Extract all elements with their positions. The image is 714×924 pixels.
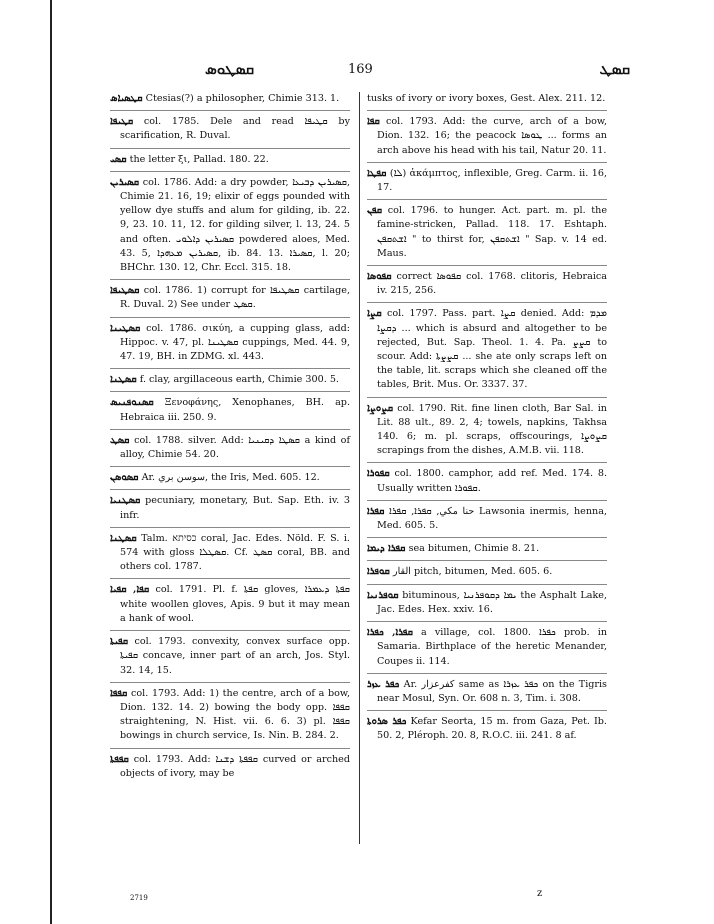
dictionary-entry — [367, 626, 607, 674]
dictionary-entry — [110, 115, 350, 148]
dictionary-entry — [367, 467, 607, 500]
column-divider — [359, 92, 360, 844]
entry-headword: ܟܦܪ ܣܪܘܬܐ — [367, 716, 407, 728]
dictionary-entry — [367, 204, 607, 266]
entry-definition: correct ܩܦܘܣܐ col. 1768. clitoris, Hebraica iv. 215, 256. — [377, 271, 608, 297]
dictionary-entry — [110, 322, 350, 370]
entry-headword: ܩܦܦܬܐ — [110, 753, 129, 765]
page-edge-rule — [50, 0, 52, 924]
header-right-catchword: ܩܣܛ — [599, 60, 630, 78]
entry-headword: ܩܦܐ — [367, 116, 380, 128]
entry-definition: col. 1793. convexity, convex surface opp. ܩܦܝܬܐ concave, inner part of an arch, Jos. Styl. 32. 14, 15. — [120, 636, 350, 676]
dictionary-entry — [110, 494, 350, 527]
dictionary-entry — [367, 402, 607, 464]
entry-definition: col. 1791. Pl. f. ܩܦܬܐ gloves, ܩܦܬܐ ܕܥܡܪܐ white woollen gloves, Apis. 9 but it may mean a hank of wool. — [120, 584, 350, 624]
entry-definition: col. 1786. σικύη, a cupping glass, add: Hippoc. v. 47, pl. ܩܣܛܝܢܐ cuppings, Med. 44. 9, 47. 19, BH. in ZDMG. xl. 443. — [120, 322, 351, 363]
entry-headword: ܩܨܐ — [367, 308, 382, 320]
right-column — [367, 92, 607, 749]
entry-headword: ܩܦܝܬܐ — [110, 636, 129, 648]
dictionary-entry — [367, 270, 607, 303]
entry-headword: ܩܦܪܐ — [367, 505, 385, 517]
footer-mark: z — [537, 888, 543, 899]
footer-signature: 2719 — [130, 894, 148, 902]
dictionary-entry — [110, 753, 350, 786]
entry-headword: ܩܣܛ — [110, 434, 130, 446]
dictionary-entry — [110, 284, 350, 317]
entry-definition: col. 1785. Dele and read ܩܛܝܦܐ by scarification, R. Duval. — [120, 116, 350, 142]
entry-headword: ܩܦܛܐ — [367, 167, 387, 179]
entry-definition: col. 1788. silver. Add: ܩܣܛܐ ܕܩܝܢܝܐ a kind of alloy, Chimie 54. 20. — [120, 434, 350, 461]
dictionary-entry — [367, 715, 607, 748]
entry-headword: ܩܦܘܣܐ — [367, 271, 392, 283]
left-column — [110, 92, 350, 786]
dictionary-entry — [110, 373, 350, 392]
dictionary-entry — [367, 115, 607, 163]
dictionary-entry — [110, 396, 350, 429]
entry-definition: a village, col. 1800. ܟܦܪܐ prob. in Samaria. Birthplace of the heretic Menander, Coupes ii. 114. — [377, 627, 607, 667]
dictionary-entry — [367, 92, 607, 111]
entry-headword: ܩܘܦܪܐ — [367, 566, 390, 578]
entry-headword: ܩܦܘܪܐ — [367, 468, 390, 480]
dictionary-entry — [367, 307, 607, 397]
entry-headword: ܩܛܣܝܐܣ — [110, 93, 143, 104]
entry-headword: ܩܛܝܦܐ — [110, 116, 134, 128]
entry-headword: ܟܦܪ ܥܙܪ — [367, 678, 400, 690]
entry-definition: Ξενοφάνης, Xenophanes, BH. ap. Hebraica iii. 250. 9. — [120, 397, 350, 423]
entry-definition: f. clay, argillaceous earth, Chimie 300. 5. — [136, 374, 339, 386]
dictionary-entry — [367, 678, 607, 711]
entry-headword: ܩܦܪܐ ܕܝܡܐ — [367, 543, 406, 555]
entry-definition: Ctesias(?) a philosopher, Chimie 313. 1. — [142, 93, 340, 104]
entry-definition: tusks of ivory or ivory boxes, Gest. Alex. 211. 12. — [367, 93, 606, 104]
entry-definition: Talm. כסיתא coral, Jac. Edes. Nöld. F. S. i. 574 with gloss ܩܣܛܠܐ. Cf. ܩܣܛ coral, BB. and others col. 1787. — [120, 532, 351, 573]
entry-definition: col. 1786. Add: a dry powder, ܩܣܝܪܝܢ ܕܒܝܥܐ, Chimie 21. 16, 19; elixir of eggs pounded with yellow dye stuffs and alum for gilding, ib. 22. 9, 23. 10. 11, 12. for gilding silver, l. 13, 24. 5 and often. ܩܣܝܪܝܢ ܕܐܠܘܝ powdered aloes, Med. 43. 5, ܩܣܝܪܝܢ ܡܥܗܕܐ, ib. 84. 13. ܩܣܝܪܐ, l. 20; BHChr. 130. 12, Chr. Eccl. 315. 18. — [120, 176, 350, 274]
entry-headword: ܩܣܝ — [110, 153, 127, 165]
entry-definition: Kefar Seorta, 15 m. from Gaza, Pet. Ib. 50. 2, Pléroph. 20. 8, R.O.C. iii. 241. 8 af. — [377, 716, 607, 742]
dictionary-entry — [110, 532, 350, 580]
entry-headword: ܩܣܛܢܐ — [110, 532, 137, 544]
dictionary-entry — [110, 92, 350, 111]
entry-headword: ܩܦܦܐ — [110, 687, 128, 699]
dictionary-entry — [110, 434, 350, 467]
dictionary-entry — [110, 583, 350, 631]
entry-headword: ܩܣܛܝܦܐ — [110, 285, 140, 297]
entry-definition: col. 1800. camphor, add ref. Med. 174. 8. Usually written ܩܦܘܪܐ. — [377, 468, 607, 494]
page-number: 169 — [348, 62, 373, 77]
entry-headword: ܩܦܐ, ܩܦܝܐ — [110, 584, 150, 596]
entry-definition: col. 1797. Pass. part. ܩܨܐ denied. Add: ܡܕܡ ܕܩܨܐ ... which is absurd and altogether to be rejected, But. Sap. Theol. 1. 4. Pa. ܩܨܨ to scour. Add: ܩܨܨܬܐ ... she ate only scraps left on the table, lit. scraps which she cleaned off the tables, Brit. Mus. Or. 3337. 37. — [377, 308, 608, 391]
dictionary-entry — [367, 542, 607, 561]
entry-definition: col. 1793. Add: the curve, arch of a bow, Dion. 132. 16; the peacock ܛܘܤܐ ... forms an arch above his head with his tail, Natur 20. 11. — [377, 116, 607, 156]
entry-headword: ܩܦܢ — [367, 205, 383, 217]
dictionary-entry — [367, 167, 607, 200]
entry-definition: Ar. سوسن بري, the Iris, Med. 605. 12. — [138, 472, 320, 484]
dictionary-entry — [110, 471, 350, 490]
entry-definition: pecuniary, monetary, But. Sap. Eth. iv. 3 infr. — [120, 495, 350, 521]
dictionary-entry — [110, 176, 350, 280]
dictionary-entry — [110, 153, 350, 172]
dictionary-entry — [367, 565, 607, 584]
entry-headword: ܩܦܪܐ, ܟܦܪܐ — [367, 627, 413, 639]
entry-headword: ܩܣܛܢܝܐ — [110, 495, 141, 507]
entry-definition: حنا مكي, ܩܦܪܐ, ܩܦܪܐ Lawsonia inermis, henna, Med. 605. 5. — [377, 505, 607, 532]
entry-definition: col. 1790. Rit. fine linen cloth, Bar Sal. in Lit. 88 ult., 89. 2, 4; towels, napkins, Takhsa 140. 6; m. pl. scraps, offscourings, ܩܨܘܨܐ scrapings from the dishes, A.M.B. vii. 118. — [377, 402, 607, 457]
entry-definition: the letter ξι, Pallad. 180. 22. — [126, 153, 269, 165]
entry-headword: ܩܣܘܣܢ — [110, 472, 139, 484]
entry-headword: ܩܣܝܪܝܢ — [110, 176, 140, 188]
entry-headword: ܩܘܦܪܢܝܐ — [367, 589, 399, 601]
header-left-catchword: ܩܣܛܘܣ — [205, 60, 255, 78]
entry-definition: Ar. كفرعزار same as ܟܦܪ ܥܙܪܐ on the Tigris near Mosul, Syn. Or. 608 n. 3, Tim. i. 308. — [377, 678, 607, 704]
dictionary-entry — [367, 589, 607, 622]
entry-definition: col. 1793. Add: ܩܦܦܬܐ ܕܫܢܐ curved or arched objects of ivory, may be — [120, 753, 350, 779]
entry-definition: (ܠܐ) ἀκάμπτος, inflexible, Greg. Carm. ii. 16, 17. — [377, 167, 608, 194]
entry-headword: ܩܣܢܘܦܢܝܣ — [110, 397, 154, 409]
page-header — [110, 60, 630, 82]
entry-headword: ܩܣܛܝܢܐ — [110, 322, 141, 334]
entry-headword: ܩܣܛܢܐ — [110, 374, 137, 386]
entry-definition: col. 1786. 1) corrupt for ܩܣܛܝܦܐ cartilage, R. Duval. 2) See under ܩܣܛ. — [120, 285, 350, 311]
entry-definition: col. 1793. Add: 1) the centre, arch of a bow, Dion. 132. 14. 2) bowing the body opp. ܩܦܦܐ straightening, N. Hist. vii. 6. 6. 3) pl. ܩܦܦܐ bowings in church service, Is. Nin. B. 284. 2. — [120, 687, 350, 742]
entry-definition: bituminous, ܝܡܐ ܕܩܘܦܪܢܝܐ the Asphalt Lake, Jac. Edes. Hex. xxiv. 16. — [377, 589, 608, 615]
entry-definition: القار pitch, bitumen, Med. 605. 6. — [389, 566, 553, 578]
entry-definition: col. 1796. to hunger. Act. part. m. pl. the famine-stricken, Pallad. 118. 17. Eshtaph. ܐܫܬܩܦܢ " to thirst for, ܐܫܬܩܦܢ " Sap. v. 14 ed. Maus. — [377, 205, 607, 259]
entry-definition: sea bitumen, Chimie 8. 21. — [405, 543, 540, 555]
dictionary-entry — [110, 687, 350, 749]
dictionary-entry — [367, 505, 607, 538]
dictionary-entry — [110, 635, 350, 683]
entry-headword: ܩܨܘܨܐ — [367, 402, 394, 414]
